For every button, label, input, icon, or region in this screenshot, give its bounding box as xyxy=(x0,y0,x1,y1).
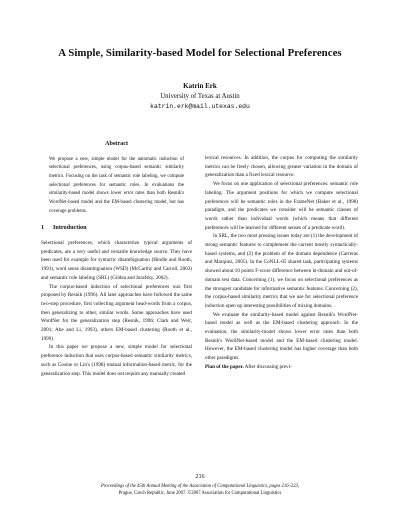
right-paragraph-5 xyxy=(205,363,358,372)
section-number: 1 xyxy=(41,224,45,232)
author-email: katrin.erk@mail.utexas.edu xyxy=(150,103,250,110)
right-paragraph-1: lexical resources. In addition, the corpus for computing the similarity metrics can be freely chosen, allowing greater variation in the domain of generalization than a fixed lexical resource. xyxy=(205,155,358,179)
left-column xyxy=(41,140,192,378)
paper-title: A Simple, Similarity-based Model for Selectional Preferences xyxy=(58,47,342,59)
author-affiliation: University of Texas at Austin xyxy=(160,93,240,100)
page-number: 216 xyxy=(195,473,205,480)
intro-paragraph-1: Selectional preferences, which characterize typical arguments of predicates, are a very useful and versatile knowledge source. They have been used for example for syntactic disambiguation (Hindle and Rooth, 1993), word sense disambiguation (WSD) (McCarthy and Carroll, 2003) and semantic role labeling (SRL) (Gildea and Jurafsky, 2002). xyxy=(41,240,192,281)
intro-paragraph-3: In this paper we propose a new, simple model for selectional preference induction that uses corpus-based semantic similarity metrics, such as Cosine or Lin's (1998) mutual information-based metric, for the generalization step. This model does not require any manually created xyxy=(41,344,192,377)
right-paragraph-4: We evaluate the similarity-based model against Resnik's WordNet-based model as well as the EM-based clustering approach. In the evaluation, the similarity-model shows lower error rates than both Resnik's WordNet-based model and the EM-based clustering model. However, the EM-based clustering model has higher coverage than both other paradigms. xyxy=(205,311,358,362)
proceedings-footer xyxy=(0,483,400,497)
footer-line-2: Prague, Czech Republic, June 2007. ©2007 Association for Computational Linguistics xyxy=(118,491,282,497)
intro-paragraph-2: The corpus-based induction of selectional preferences was first proposed by Resnik (1996). All later approaches have followed the same two-step procedure, first collecting argument head-words from a corpus, then generalizing to other, similar words. Some approaches have used WordNet for the generalization step (Resnik, 1996; Clark and Weir, 2001; Abe and Li, 1993), others EM-based clustering (Rooth et al., 1999). xyxy=(41,283,192,342)
section-title: Introduction xyxy=(53,224,87,232)
right-column xyxy=(205,154,358,372)
author-name: Katrin Erk xyxy=(183,82,217,90)
right-paragraph-2: We focus on one application of selectional preferences: semantic role labeling. The argument positions for which we compute selectional preferences will be semantic roles in the FrameNet (Baker et al., 1998) paradigm, and the predicates we consider will be semantic classes of words rather than individual words (which means that different preferences will be learned for different senses of a predicate word). xyxy=(205,181,358,231)
plan-of-paper-text: After discussing previ- xyxy=(243,363,292,370)
plan-of-paper-label: Plan of the paper. xyxy=(205,363,244,370)
abstract-text: We propose a new, simple model for the automatic induction of selectional preferences, using corpus-based semantic similarity metrics. Focusing on the task of semantic role labeling, we compute selectional preferences for semantic roles. In evaluations the similarity-based model shows lower error rates than both Resnik's WordNet-based model and the EM-based clustering model, but has coverage problems. xyxy=(49,156,184,214)
section-heading xyxy=(41,224,192,233)
right-paragraph-3: In SRL, the two most pressing issues today are (1) the development of strong semantic features to complement the current mostly syntactically-based systems, and (2) the problem of the domain dependence (Carreras and Marquez, 2005). In the CoNLL-05 shared task, participating systems showed about 10 points F-score difference between in-domain and out-of-domain test data. Concerning (1), we focus on selectional preferences as the strongest candidate for informative semantic features. Concerning (2), the corpus-based similarity metrics that we use for selectional preference induction open up interesting possibilities of mixing domains. xyxy=(205,233,358,309)
abstract-heading: Abstract xyxy=(104,140,129,147)
footer-line-1: Proceedings of the 45th Annual Meeting of the Association of Computational Linguistics, pages 216–223, xyxy=(100,484,300,489)
